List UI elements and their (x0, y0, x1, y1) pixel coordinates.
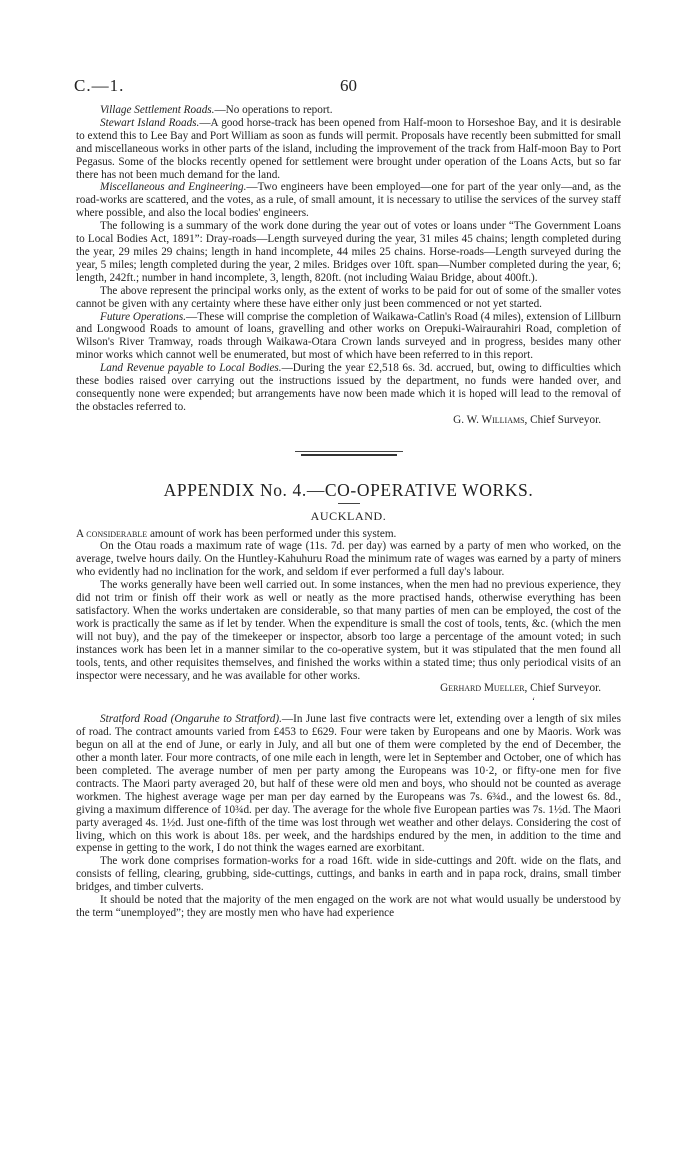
paragraph-unemployed: It should be noted that the majority of the men engaged on the work are not what would usually be understood by the term “unemployed”; they are mostly men who have had experience (76, 894, 621, 919)
paragraph-future-operations (76, 311, 621, 363)
paragraph-text: —During the year £2,518 6s. 3d. accrued, but, owing to difficulties which these bodies raised over carrying out the instructions issued by the department, no funds were handed over, and consequently none were expended; but arrangements have now been made which it is hoped will lead to the removal of the obstacles referred to. (76, 362, 622, 413)
paragraph-heading: Future Operations. (100, 310, 187, 323)
paragraph-miscellaneous (76, 181, 621, 220)
paragraph-stewart-island (76, 117, 621, 182)
paragraph-lead-caps: A considerable (76, 527, 148, 540)
paragraph-intro (76, 528, 621, 541)
paragraph-heading: Miscellaneous and Engineering. (100, 181, 247, 194)
paragraph-summary: The following is a summary of the work done during the year out of votes or loans under “The Government Loans to Local Bodies Act, 1891”: Dray-roads—Length surveyed during the year, 31 miles 45 chains; length completed during the year, 29 miles 29 chains; length in hand incomplete, 44 miles 25 chains. Horse-roads—Length surveyed during the year, 5 miles; length completed during the year, 2 miles. Bridges over 10ft. span—Number completed during the year, 6; length, 242ft.; number in hand incomplete, 3, length, 820ft. (not including Waiau Bridge, about 400ft.). (76, 220, 621, 284)
paragraph-text: —No operations to report. (214, 104, 333, 116)
signature-title: , Chief Surveyor. (524, 682, 601, 695)
paragraph-village-settlement (76, 104, 621, 117)
appendix-title: APPENDIX No. 4.—CO-OPERATIVE WORKS. (163, 479, 534, 500)
paragraph-text: —A good horse-track has been opened from Half-moon to Horseshoe Bay, and it is desirable to extend this to Lee Bay and Port William as soon as funds will permit. Proposals have recently been submitted for small and miscellaneous works in other parts of the island, including the improvement of the track from Half-moon Bay to Port Pegasus. Some of the blocks recently opened for settlement were brought under operation of the Loans Acts, but so far there has not been much demand for the land. (76, 116, 621, 181)
section-divider-double (301, 454, 397, 456)
paragraph-land-revenue (76, 362, 621, 414)
paragraph-text: —In June last five contracts were let, extending over a length of six miles of road. The contract amounts varied from £453 to £629. Four were taken by Europeans and one by Maoris. Work was begun on all at the end of June, or early in July, and all but one of them were completed by the end of December, the other a month later. Four more contracts, of one mile each in length, were let in September and October, one of which has been completed. The average number of men per party among the Europeans was 10·2, or fifty-one men for five contracts. The Maori party averaged 20, but half of these were old men and boys, who should not be counted as average workmen. The highest average wage per man per day earned by the Europeans was 7s. 6¾d., and the lowest 6s. 8d., giving a maximum difference of 10¾d. per day. The average for the whole five European parties was 7s. 1½d. The Maori party averaged 4s. 1½d. Just one-fifth of the time was lost through wet weather and other delays. Considering the cost of living, which on this work is about 18s. per week, and the hardships endured by the men, in addition to the time and expense in getting to the work, I do not think the wages earned are exorbitant. (76, 713, 621, 855)
page-reference: C.—1. (74, 76, 125, 95)
paragraph-principal-works: The above represent the principal works only, as the extent of works to be paid for out of some of the smaller votes cannot be given with any certainty where these have either only just been commenced or not yet started. (76, 284, 621, 310)
paragraph-text: —These will comprise the completion of Waikawa-Catlin's Road (4 miles), extension of Lillburn and Longwood Roads to amount of loans, gravelling and other works on Orepuki-Wairaurahiri Road, completion of Wilson's River Tramway, roads through Waikawa-Otara Crown lands surveyed and in progress, besides many other minor works which cannot well be enumerated, but most of which have been referred to in this report. (76, 310, 621, 362)
paragraph-work-done: The work done comprises formation-works for a road 16ft. wide in side-cuttings and 20ft. wide on the flats, and consists of felling, clearing, grubbing, side-cuttings, cuttings, and banks in earth and in papa rock, drains, small timber bridges, and timber culverts. (76, 855, 621, 894)
section-divider (295, 451, 403, 452)
document-body (76, 104, 621, 920)
page-number: 60 (340, 76, 357, 95)
district-heading: AUCKLAND. (310, 508, 387, 523)
paragraph-heading: Land Revenue payable to Local Bodies. (100, 362, 282, 375)
paragraph-heading: Stratford Road (Ongaruhe to Stratford). (100, 713, 282, 726)
signature-title: , Chief Surveyor. (524, 413, 601, 426)
paragraph-text: amount of work has been performed under this system. (147, 527, 397, 540)
signature-name: Gerhard Mueller (440, 682, 525, 695)
separator-mark: ʻ (532, 696, 535, 707)
signature-name: G. W. Williams (453, 413, 525, 426)
paragraph-text: —Two engineers have been employed—one for part of the year only—and, as the road-works are scattered, and the votes, as a rule, of small amount, it is necessary to utilise the services of the survey staff where possible, and also the local bodies' engineers. (76, 181, 621, 220)
paragraph-stratford-road (76, 713, 621, 855)
paragraph-heading: Village Settlement Roads. (100, 104, 215, 116)
paragraph-works-generally: The works generally have been well carried out. In some instances, when the men had no previous experience, they did not trim or finish off their work as well or neatly as the more practised hands, otherwise everything has been satisfactory. When the works undertaken are considerable, so that many parties of men can be employed, the cost of the work is practically the same as if let by tender. When the expenditure is small the cost of tools, tents, &c. (which the men will not buy), and the pay of the timekeeper or inspector, absorb too large a percentage of the amount voted; in such instances work has been let in a manner similar to the co-operative system, but it was stipulated that the men found all tools, tents, and other requisites themselves, and finished the works within a stated time; thus only periodical visits of an inspector were necessary, and he was available for other works. (76, 579, 621, 682)
signature-williams (76, 414, 621, 427)
title-underline (338, 503, 360, 504)
signature-mueller (76, 682, 621, 695)
paragraph-heading: Stewart Island Roads. (100, 116, 200, 129)
paragraph-otau-roads: On the Otau roads a maximum rate of wage (11s. 7d. per day) was earned by a party of men who worked, on the average, twelve hours daily. On the Huntley-Kahuhuru Road the minimum rate of wages was earned by a party of miners who evidently had no inclination for the work, and seldom if ever performed a full day's labour. (76, 540, 621, 579)
